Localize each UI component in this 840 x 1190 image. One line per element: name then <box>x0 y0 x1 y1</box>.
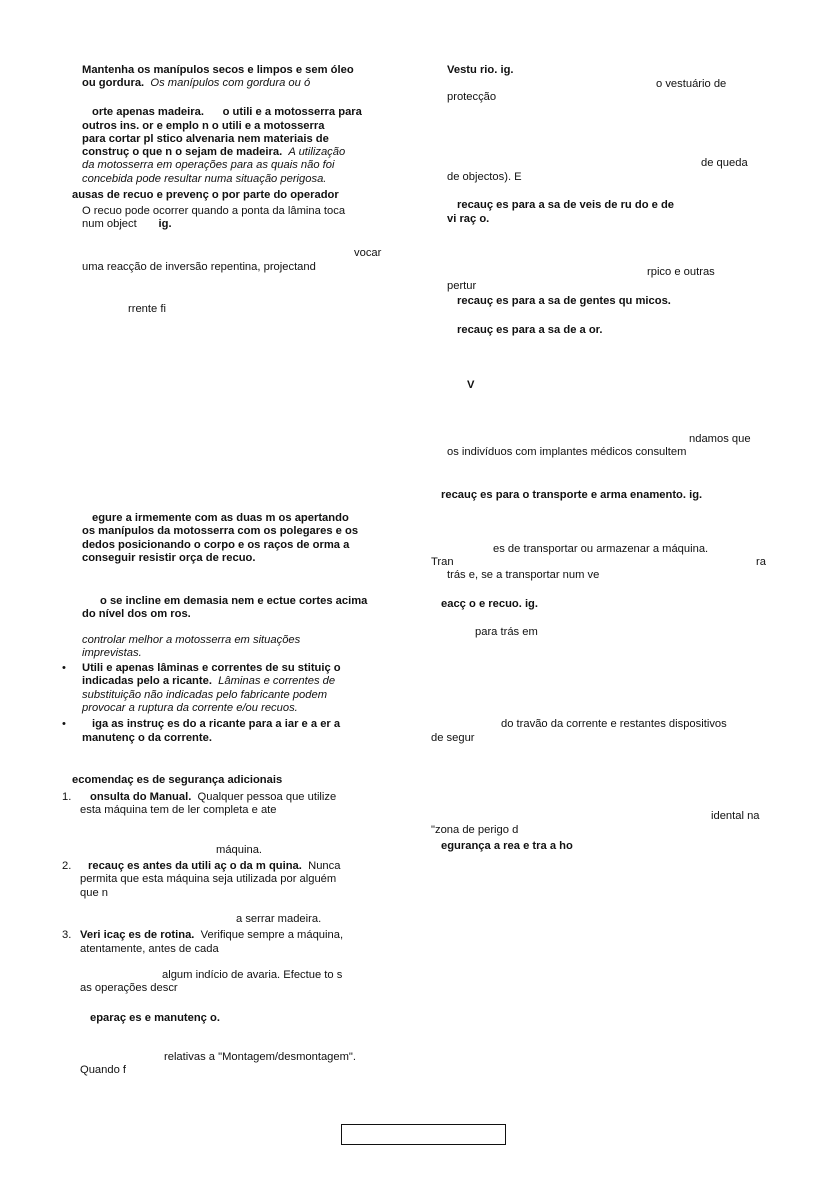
item-number-1: 1. <box>62 791 72 803</box>
kickback-text-line1: O recuo pode ocorrer quando a ponta da lâmina toca <box>82 205 346 217</box>
chain-brake-line1: do travão da corrente e restantes dispositivos <box>501 718 727 730</box>
grip-firmly-line4: conseguir resistir orça de recuo. <box>82 552 256 564</box>
additional-safety-heading: ecomendaç es de segurança adicionais <box>72 774 283 786</box>
item-number-3: 3. <box>62 929 72 941</box>
no-overreach-line1: o se incline em demasia nem e ectue cortes acima <box>100 595 368 607</box>
routine-checks-line4: as operações descr <box>80 982 178 994</box>
no-overreach-line2: do nível dos om ros. <box>82 608 191 620</box>
grip-firmly-line2: os manípulos da motosserra com os polegares e os <box>82 525 359 537</box>
replacement-parts-line1: Utili e apenas lâminas e correntes de su stituiç o <box>82 662 341 674</box>
clothing-line2: protecção <box>447 91 497 103</box>
grip-firmly-line1: egure a irmemente com as duas m os apertando <box>92 512 349 524</box>
chemicals-heading: recauç es para a sa de gentes qu micos. <box>457 295 671 307</box>
no-overreach-line3: controlar melhor a motosserra em situações <box>82 634 301 646</box>
routine-checks-line3: algum indício de avaria. Efectue to s <box>162 969 343 981</box>
repairs-line1: relativas a "Montagem/desmontagem". <box>164 1051 357 1063</box>
kickback-reaction-heading: eacç o e recuo. ig. <box>441 598 539 610</box>
precautions-item-line1: recauç es antes da utili aç o da m quina. Nunca <box>88 860 341 872</box>
precautions-item-line4: a serrar madeira. <box>236 913 322 925</box>
cut-wood-only-line5: da motosserra em operações para as quais não foi <box>82 159 335 171</box>
cut-wood-only-line4: construç o que n o sejam de madeira. A utilização <box>82 146 346 158</box>
kickback-text-line5: rrente fi <box>128 303 166 315</box>
clothing-heading: Vestu rio. ig. <box>447 64 514 76</box>
disturbance-line2: pertur <box>447 280 477 292</box>
noise-vibration-heading-line1: recauç es para a sa de veis de ru do e de <box>457 199 675 211</box>
danger-zone-line1: idental na <box>711 810 760 822</box>
replacement-parts-line4: provocar a ruptura da corrente e/ou recuos. <box>82 702 298 714</box>
disturbance-line1: rpico e outras <box>647 266 715 278</box>
kickback-text-line3: vocar <box>354 247 382 259</box>
repairs-line2: Quando f <box>80 1064 127 1076</box>
routine-checks-line2: atentamente, antes de cada <box>80 943 219 955</box>
manual-item-line1: onsulta do Manual. Qualquer pessoa que utilize <box>90 791 337 803</box>
bullet-marker: • <box>62 662 66 674</box>
falling-objects-line2: de objectos). E <box>447 171 522 183</box>
transport-line3: trás e, se a transportar num ve <box>447 569 600 581</box>
repairs-heading: eparaç es e manutenç o. <box>90 1012 220 1024</box>
kickback-heading: ausas de recuo e prevenç o por parte do operador <box>72 189 339 201</box>
handles-warning-title: Mantenha os manípulos secos e limpos e sem óleo <box>82 64 354 76</box>
page-number-box <box>341 1124 506 1145</box>
heat-heading: recauç es para a sa de a or. <box>457 324 603 336</box>
manual-item-line2: esta máquina tem de ler completa e ate <box>80 804 277 816</box>
cut-wood-only-line6: concebida pode resultar numa situação perigosa. <box>82 173 327 185</box>
precautions-item-line2: permita que esta máquina seja utilizada por alguém <box>80 873 337 885</box>
replacement-parts-line3: substituição não indicadas pelo fabricante podem <box>82 689 328 701</box>
transport-line1: es de transportar ou armazenar a máquina. <box>493 543 709 555</box>
cut-wood-only-line3: para cortar pl stico alvenaria nem materiais de <box>82 133 329 145</box>
kickback-reaction-line1: para trás em <box>475 626 538 638</box>
implants-line2: os indivíduos com implantes médicos consultem <box>447 446 687 458</box>
work-area-safety-heading: egurança a rea e tra a ho <box>441 840 573 852</box>
handles-warning-line2: ou gordura. Os manípulos com gordura ou ó <box>82 77 311 89</box>
replacement-parts-line2: indicadas pelo a ricante. Lâminas e correntes de <box>82 675 336 687</box>
transport-line2b: ra <box>756 556 766 568</box>
chain-maintenance-line2: manutenç o da corrente. <box>82 732 212 744</box>
transport-heading: recauç es para o transporte e arma enamento. ig. <box>441 489 703 501</box>
cut-wood-only-line1: orte apenas madeira. o utili e a motosserra para <box>92 106 362 118</box>
kickback-text-line2: num object ig. <box>82 218 172 230</box>
transport-line2a: Tran <box>431 556 454 568</box>
clothing-line1: o vestuário de <box>656 78 727 90</box>
v-heading: V <box>467 379 475 391</box>
manual-item-line3: máquina. <box>216 844 263 856</box>
chain-maintenance-line1: iga as instruç es do a ricante para a iar e a er a <box>92 718 341 730</box>
chain-brake-line2: de segur <box>431 732 475 744</box>
routine-checks-line1: Veri icaç es de rotina. Verifique sempre a máquina, <box>80 929 344 941</box>
danger-zone-line2: "zona de perigo d <box>431 824 519 836</box>
implants-line1: ndamos que <box>689 433 751 445</box>
precautions-item-line3: que n <box>80 887 108 899</box>
bullet-marker: • <box>62 718 66 730</box>
item-number-2: 2. <box>62 860 72 872</box>
noise-vibration-heading-line2: vi raç o. <box>447 213 490 225</box>
cut-wood-only-line2: outros ins. or e emplo n o utili e a motosserra <box>82 120 325 132</box>
kickback-text-line4: uma reacção de inversão repentina, projectand <box>82 261 316 273</box>
no-overreach-line4: imprevistas. <box>82 647 142 659</box>
grip-firmly-line3: dedos posicionando o corpo e os raços de orma a <box>82 539 350 551</box>
falling-objects-line1: de queda <box>701 157 748 169</box>
